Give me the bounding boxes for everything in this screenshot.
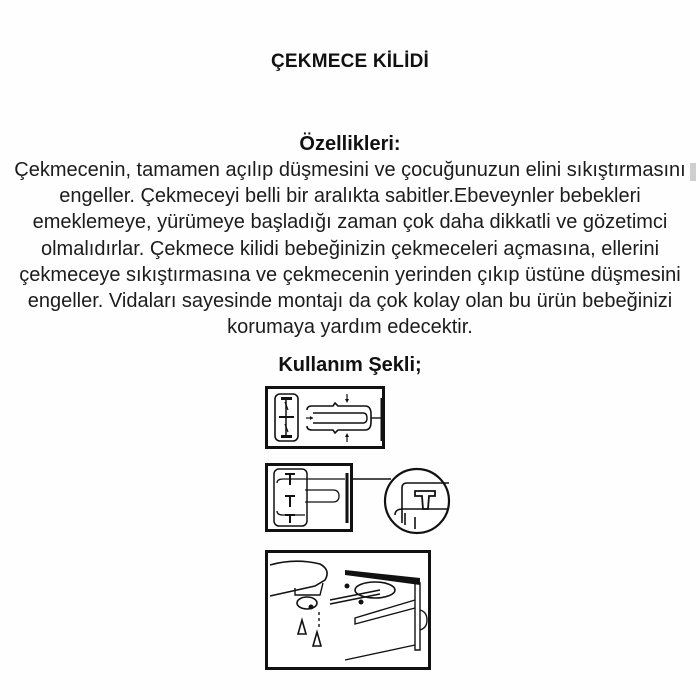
description-line: emeklemeye, yürümeye başladığı zaman çok daha dikkatli ve gözetimci: [32, 211, 668, 234]
page-title: ÇEKMECE KİLİDİ: [271, 51, 429, 72]
features-heading: Özellikleri:: [299, 133, 401, 155]
scroll-edge-mark: [690, 163, 696, 181]
description-line: engeller. Vidaları sayesinde montajı da çok kolay olan bu ürün bebeğinizi: [27, 289, 673, 312]
drawer-installation-diagram: [265, 550, 443, 673]
lock-mount-detail-diagram: [265, 463, 455, 535]
usage-heading: Kullanım Şekli;: [278, 354, 422, 376]
description-line: engeller. Çekmeceyi belli bir aralıkta sabitler.Ebeveynler bebekleri: [59, 185, 641, 208]
description-line: Çekmecenin, tamamen açılıp düşmesini ve çocuğunuzun elini sıkıştırmasını: [14, 159, 686, 181]
description-line: olmalıdırlar. Çekmece kilidi bebeğinizin çekmeceleri açmasına, ellerini: [40, 237, 660, 260]
lock-compress-diagram: [265, 386, 385, 449]
description-line: korumaya yardım edecektir.: [227, 316, 473, 339]
features-description: [0, 157, 700, 340]
description-line: çekmeceye sıkıştırmasına ve çekmecenin yerinden çıkıp üstüne düşmesini: [19, 263, 681, 286]
